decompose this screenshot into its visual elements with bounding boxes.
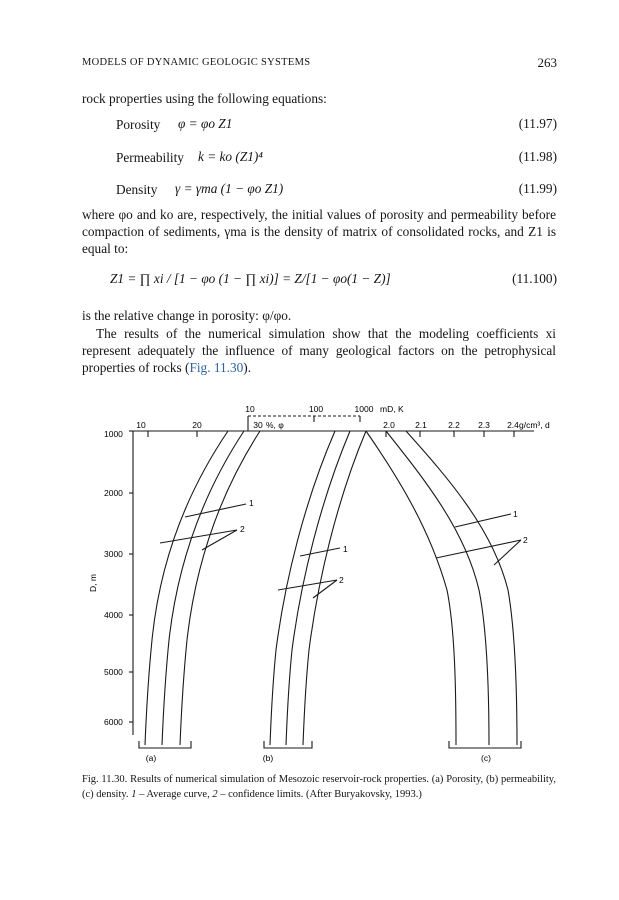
curve-label-1-porosity: 1	[249, 498, 254, 508]
curve-label-2-permeability: 2	[339, 575, 344, 585]
caption-legend-1-number: 1	[131, 789, 137, 800]
depth-tick-6000: 6000	[104, 717, 123, 727]
depth-tick-5000: 5000	[104, 667, 123, 677]
permeability-average-curve	[286, 431, 350, 745]
permeability-tick-1000: 1000	[354, 404, 374, 414]
porosity-confidence-outer	[145, 431, 228, 745]
caption-legend-1-text: – Average curve,	[139, 789, 210, 800]
density-unit: g/cm³, d	[519, 420, 550, 430]
permeability-tick-10: 10	[245, 404, 255, 414]
permeability-confidence-inner	[303, 431, 366, 745]
caption-prefix: Fig. 11.30.	[82, 774, 128, 785]
density-tick-2-4: 2.4	[507, 420, 519, 430]
porosity-tick-20: 20	[192, 420, 202, 430]
results-text: The results of the numerical simulation show that the modeling coefficients xi represent adequately the influence of many geological factors on the petrophysical properties of rocks (	[82, 326, 556, 375]
equation-density: γ = γma (1 − φo Z1)	[175, 181, 284, 196]
equation-label-porosity: Porosity	[116, 117, 161, 132]
panel-label-b: (b)	[262, 753, 274, 763]
curve-label-1-permeability: 1	[343, 544, 348, 554]
permeability-unit: mD, K	[380, 404, 404, 414]
caption-legend-2-number: 2	[212, 789, 218, 800]
porosity-confidence-inner	[180, 431, 260, 745]
figure-caption	[82, 772, 556, 802]
intro-text: rock properties using the following equations:	[82, 91, 327, 106]
equation-number-11-100: (11.100)	[512, 271, 557, 286]
permeability-tick-100: 100	[308, 404, 324, 414]
curve-label-2-porosity: 2	[240, 524, 245, 534]
porosity-unit: %, φ	[266, 420, 284, 430]
density-tick-2-3: 2.3	[478, 420, 490, 430]
relative-change-text: is the relative change in porosity: φ/φo.	[82, 308, 292, 323]
figure-reference-link[interactable]: Fig. 11.30	[189, 360, 244, 375]
equation-number-11-97: (11.97)	[518, 116, 557, 131]
page-number: 263	[537, 55, 557, 70]
density-tick-2-1: 2.1	[415, 420, 427, 430]
equation-z1: Z1 = ∏ xi / [1 − φo (1 − ∏ xi)] = Z/[1 − φo(1 − Z)]	[110, 271, 391, 286]
panel-label-c: (c)	[481, 753, 491, 763]
equation-permeability: k = ko (Z1)⁴	[198, 149, 263, 164]
figure-11-30	[82, 395, 562, 765]
porosity-average-curve	[162, 431, 244, 745]
density-confidence-outer	[366, 431, 456, 745]
density-average-curve	[386, 431, 489, 745]
equation-number-11-98: (11.98)	[518, 149, 557, 164]
porosity-tick-10: 10	[136, 420, 146, 430]
curve-label-2-density: 2	[523, 535, 528, 545]
results-text-end: ).	[243, 360, 252, 375]
depth-tick-3000: 3000	[104, 549, 123, 559]
results-paragraph	[82, 325, 556, 376]
depth-tick-2000: 2000	[104, 488, 123, 498]
panel-label-a: (a)	[145, 753, 157, 763]
depth-tick-4000: 4000	[104, 610, 123, 620]
density-tick-2-2: 2.2	[448, 420, 460, 430]
running-head: MODELS OF DYNAMIC GEOLOGIC SYSTEMS	[82, 57, 311, 68]
caption-legend-2-text: – confidence limits. (After Buryakovsky, 1993.)	[220, 789, 422, 800]
equation-label-density: Density	[116, 182, 158, 197]
depth-axis-label: D, m	[88, 574, 98, 592]
curve-label-1-density: 1	[513, 509, 518, 519]
equation-porosity: φ = φo Z1	[178, 116, 233, 131]
equation-number-11-99: (11.99)	[518, 181, 557, 196]
equation-label-permeability: Permeability	[116, 150, 184, 165]
porosity-tick-30: 30	[253, 420, 263, 430]
caption-text: Results of numerical simulation of Mesozoic reservoir-rock properties. (a) Porosity, (b) permeability, (c) density.	[82, 774, 556, 800]
depth-tick-1000: 1000	[104, 429, 123, 439]
density-tick-2-0: 2.0	[383, 420, 395, 430]
where-paragraph: where φo and ko are, respectively, the initial values of porosity and permeability before compaction of sediments, γma is the density of matrix of consolidated rocks, and Z1 is equal to:	[82, 207, 556, 256]
